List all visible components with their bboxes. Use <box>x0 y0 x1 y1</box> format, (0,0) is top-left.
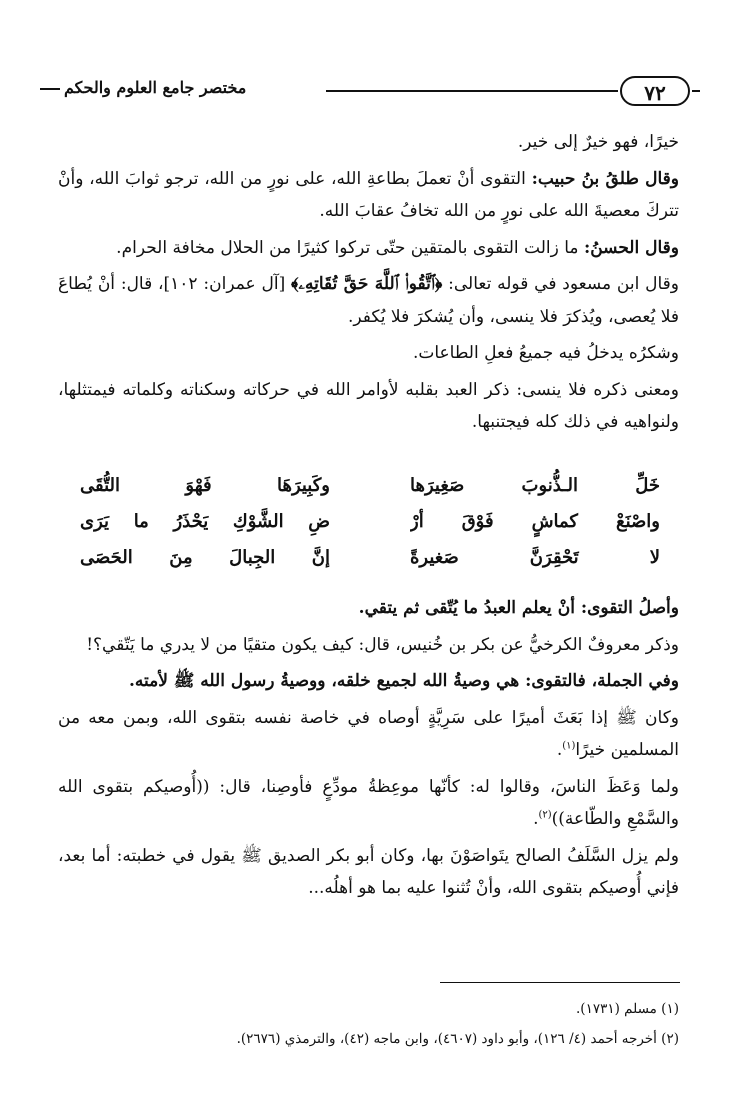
footnotes <box>58 994 679 1054</box>
footnote: (٢) أخرجه أحمد (٤/ ١٢٦)، وأبو داود (٤٦٠٧)، وابن ماجه (٤٢)، والترمذي (٢٦٧٦). <box>236 1031 679 1047</box>
main-text <box>58 126 679 443</box>
paragraph: ولم يزل السَّلَفُ الصالح يتَواصَوْنَ بها، وكان أبو بكر الصديق ﷺ يقول في خطبته: أما بعد، فإني أُوصيكم بتقوى الله، وأنْ تُثنوا عليه بما هو أهلُه... <box>58 845 679 898</box>
poem-verse <box>80 540 660 576</box>
poem-hemistich: لا تَحْقِرَنَّ صَغيرةً <box>410 547 660 568</box>
footnote-ref[interactable]: (٢) <box>538 809 552 821</box>
paragraph: وذكر معروفٌ الكرخيُّ عن بكر بن خُنيس، قال: كيف يكون متقيًا من لا يدري ما يَتّقي؟! <box>86 634 679 655</box>
paragraph: وقال ابن مسعود في قوله تعالى: ﴿ٱتَّقُوا۟ ٱللَّهَ حَقَّ تُقَاتِهِۦ﴾ [آل عمران: ١٠٢]، قال: أنْ يُطاعَ فلا يُعصى، ويُذكرَ فلا ينسى، وأن يُشكرَ فلا يُكفر. <box>58 274 679 327</box>
poem-hemistich: وكَبِيرَهَا فَهْوَ التُّقَى <box>80 475 330 496</box>
main-text-continued <box>58 592 679 909</box>
poem-hemistich: واصْنَعْ كماشٍ فَوْقَ أرْ <box>410 511 660 532</box>
page-header <box>40 74 700 110</box>
paragraph: وقال طلقُ بنُ حبيب: التقوى أنْ تعملَ بطاعةِ الله، على نورٍ من الله، ترجو ثوابَ الله، وأنْ تتركَ معصيةَ الله على نورٍ من الله تخافُ عقابَ الله. <box>58 168 679 221</box>
poem <box>80 468 660 576</box>
section-label: وفي الجملة، فالتقوى: <box>525 671 679 691</box>
quran-verse: ﴿ٱتَّقُوا۟ ٱللَّهَ حَقَّ تُقَاتِهِۦ﴾ <box>291 274 443 294</box>
poem-hemistich: إنَّ الجِبالَ مِنَ الحَصَى <box>80 547 330 568</box>
paragraph: وقال الحسنُ: ما زالت التقوى بالمتقين حتّى تركوا كثيرًا من الحلال مخافة الحرام. <box>116 237 679 258</box>
poem-hemistich: خَلِّ الـذُّنوبَ صَغِيرَها <box>410 475 660 496</box>
header-rule <box>326 90 618 92</box>
header-dash <box>692 90 700 92</box>
paragraph: وفي الجملة، فالتقوى: هي وصيةُ الله لجميع خلقه، ووصيةُ رسول الله ﷺ لأمته. <box>128 671 679 691</box>
verse-reference: [آل عمران: ١٠٢] <box>163 274 292 294</box>
footnote-ref[interactable]: (١) <box>562 740 576 752</box>
book-title: مختصر جامع العلوم والحكم <box>64 78 247 97</box>
paragraph: ومعنى ذكره فلا ينسى: ذكر العبد بقلبه لأوامر الله في حركاته وسكناته وكلماته فيمتثلها، ولنواهيه في ذلك كله فيجتنبها. <box>58 379 679 432</box>
paragraph: ولما وَعَظَ الناسَ، وقالوا له: كأنّها موعِظةُ مودِّعٍ فأوصِنا، قال: ((أُوصيكم بتقوى الله والسَّمْعِ والطّاعة))$^{(٢)}$. <box>58 776 679 829</box>
page-number: ٧٢ <box>620 76 690 106</box>
paragraph: وكان ﷺ إذا بَعَثَ أميرًا على سَرِيَّةٍ أوصاه في خاصة نفسه بتقوى الله، وبمن معه من المسلمين خيرًا$^{(١)}$. <box>58 707 679 760</box>
poem-verse <box>80 504 660 540</box>
footnote-separator <box>440 982 680 983</box>
paragraph: وأصلُ التقوى: أنْ يعلم العبدُ ما يُتّقى ثم يتقي. <box>358 598 679 618</box>
footnote: (١) مسلم (١٧٣١). <box>576 1001 679 1017</box>
paragraph: خيرًا، فهو خيرٌ إلى خير. <box>517 132 679 152</box>
paragraph: وشكرُه يدخلُ فيه جميعُ فعلِ الطاعات. <box>412 343 679 363</box>
poem-verse <box>80 468 660 504</box>
speaker-label: وقال الحسنُ: <box>583 237 679 258</box>
poem-hemistich: ضِ الشَّوْكِ يَحْذَرُ ما يَرَى <box>80 511 330 532</box>
header-dash <box>40 88 60 90</box>
speaker-label: وقال طلقُ بنُ حبيب: <box>531 168 679 189</box>
